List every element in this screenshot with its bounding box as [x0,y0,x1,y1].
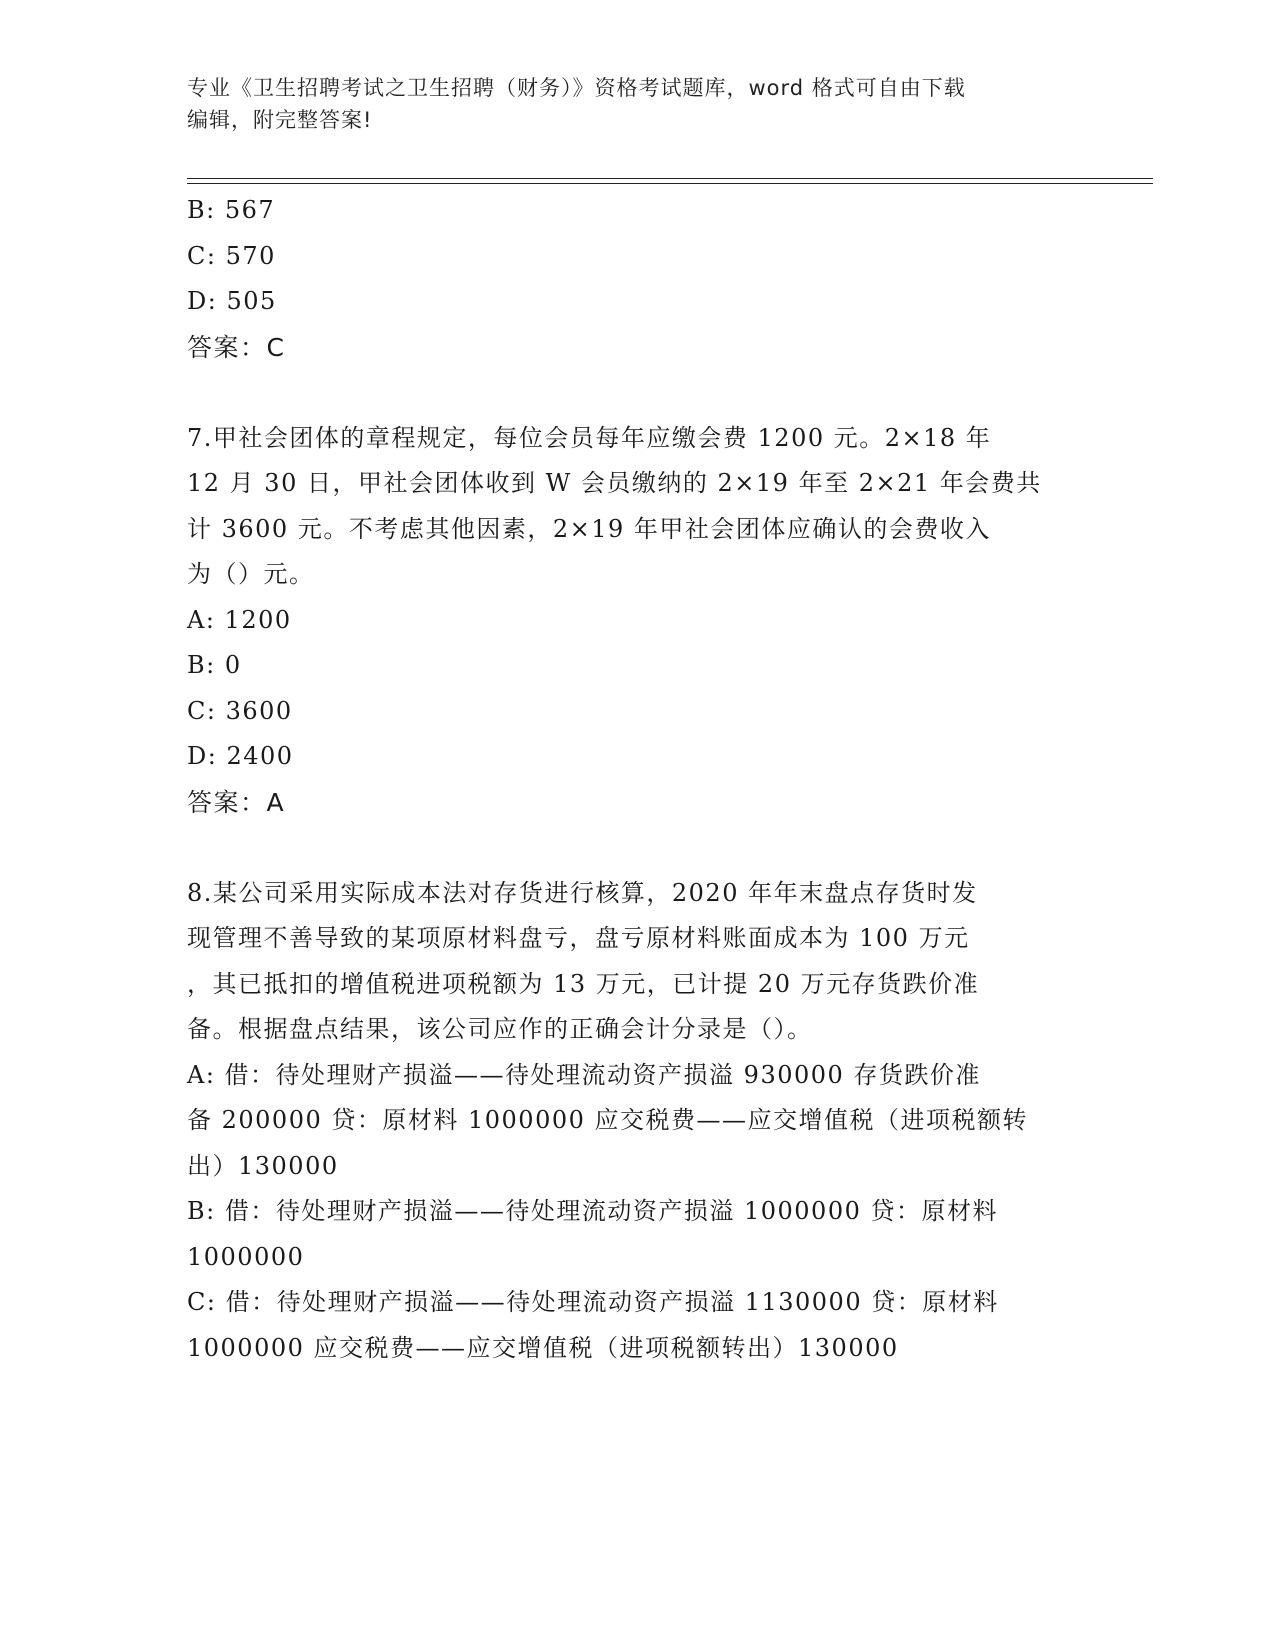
q8-option-a-line-1: A: 借：待处理财产损溢——待处理流动资产损溢 930000 存货跌价准 [187,1060,981,1089]
q8-option-b-line-2: 1000000 [187,1242,305,1271]
q8-stem-line-4: 备。根据盘点结果，该公司应作的正确会计分录是（）。 [187,1015,813,1043]
q8-option-c-line-1: C: 借：待处理财产损溢——待处理流动资产损溢 1130000 贷：原材料 [187,1288,999,1316]
spacer [187,370,1077,416]
question-6 [187,188,1077,370]
q8-option-b-line-1: B: 借：待处理财产损溢——待处理流动资产损溢 1000000 贷：原材料 [187,1197,998,1225]
question-8 [187,871,1077,1372]
header-line-2: 编辑，附完整答案! [187,108,373,132]
q7-stem-line-4: 为（）元。 [187,560,315,588]
q7-stem-line-3: 计 3600 元。不考虑其他因素，2×19 年甲社会团体应确认的会费收入 [187,514,991,543]
q8-option-a-line-3: 出）130000 [187,1151,339,1180]
q8-stem-line-3: ，其已抵扣的增值税进项税额为 13 万元，已计提 20 万元存货跌价准 [187,969,980,998]
q8-stem-line-2: 现管理不善导致的某项原材料盘亏，盘亏原材料账面成本为 100 万元 [187,924,970,952]
q7-option-a: A: 1200 [187,605,292,634]
q8-stem-line-1: 8.某公司采用实际成本法对存货进行核算，2020 年年末盘点存货时发 [187,878,978,907]
q7-option-d: D: 2400 [187,742,294,770]
q7-stem-line-1: 7.甲社会团体的章程规定，每位会员每年应缴会费 1200 元。2×18 年 [187,423,992,452]
q6-answer: 答案：C [187,332,286,362]
question-7 [187,416,1077,826]
q6-option-b: B: 567 [187,196,276,224]
spacer [187,825,1077,871]
q6-option-d: D: 505 [187,287,277,315]
page-header [187,72,1067,136]
q8-option-c-line-2: 1000000 应交税费——应交增值税（进项税额转出）130000 [187,1333,899,1362]
header-line-1: 专业《卫生招聘考试之卫生招聘（财务）》资格考试题库，word 格式可自由下载 [187,76,966,100]
document-body [187,188,1077,1371]
q7-stem-line-2: 12 月 30 日，甲社会团体收到 W 会员缴纳的 2×19 年至 2×21 年会费共 [187,469,1042,497]
header-rule-top [187,178,1153,179]
q6-option-c: C: 570 [187,241,276,270]
q7-option-c: C: 3600 [187,696,293,725]
q7-option-b: B: 0 [187,651,242,679]
q8-option-a-line-2: 备 200000 贷：原材料 1000000 应交税费——应交增值税（进项税额转 [187,1106,1029,1134]
header-rule-bottom [187,183,1153,184]
q7-answer: 答案：A [187,787,286,817]
